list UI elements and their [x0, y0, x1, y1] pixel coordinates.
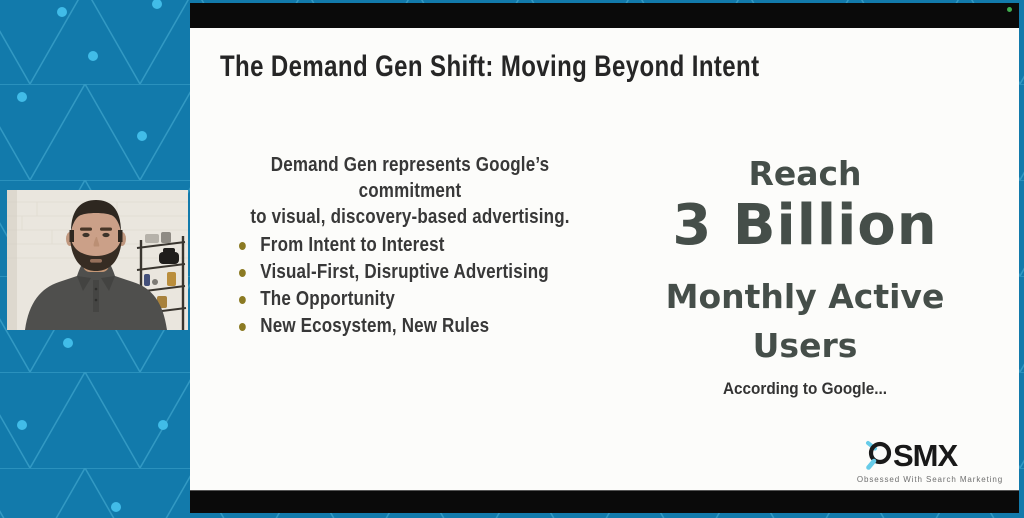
intro-line-1: Demand Gen represents Google’s commitment	[270, 154, 550, 202]
presenter-illustration	[7, 190, 188, 330]
bullet-item	[239, 259, 549, 286]
stats-subline-1: Monthly Active	[665, 277, 945, 316]
stats-headline: 3 Billion	[672, 193, 938, 258]
bullet-item	[239, 232, 549, 259]
bullet-dot-icon	[239, 242, 246, 250]
bullet-label: The Opportunity	[260, 288, 396, 310]
bullet-label: Visual-First, Disruptive Advertising	[260, 261, 549, 283]
slide-top-letterbox-bar	[190, 3, 1019, 28]
smx-logo-graphic	[864, 436, 996, 474]
bullet-dot-icon	[239, 296, 246, 304]
stats-subline-2: Users	[752, 326, 858, 365]
slide-title: The Demand Gen Shift: Moving Beyond Intent	[220, 50, 760, 83]
magnifier-icon	[868, 443, 889, 468]
stats-attribution: According to Google...	[722, 379, 888, 398]
slide-bottom-letterbox-bar	[190, 490, 1019, 513]
stats-lead: Reach	[748, 154, 862, 193]
bullet-label: New Ecosystem, New Rules	[260, 315, 490, 337]
bullet-dot-icon	[239, 323, 246, 331]
presenter-webcam-video	[7, 190, 188, 330]
intro-text	[240, 152, 580, 230]
stats-block	[630, 154, 980, 399]
bullet-item	[239, 313, 549, 340]
smx-logo	[855, 436, 1005, 484]
bullet-list	[239, 232, 549, 340]
intro-line-2: to visual, discovery-based advertising.	[250, 206, 570, 228]
bullet-label: From Intent to Interest	[260, 234, 445, 256]
stream-status-dot	[1007, 7, 1012, 12]
smx-wordmark: SMX	[893, 438, 958, 473]
smx-tagline: Obsessed With Search Marketing	[856, 475, 1004, 484]
slide-content	[190, 28, 1019, 490]
shared-slide	[190, 3, 1019, 513]
bullet-item	[239, 286, 549, 313]
bullet-dot-icon	[239, 269, 246, 277]
